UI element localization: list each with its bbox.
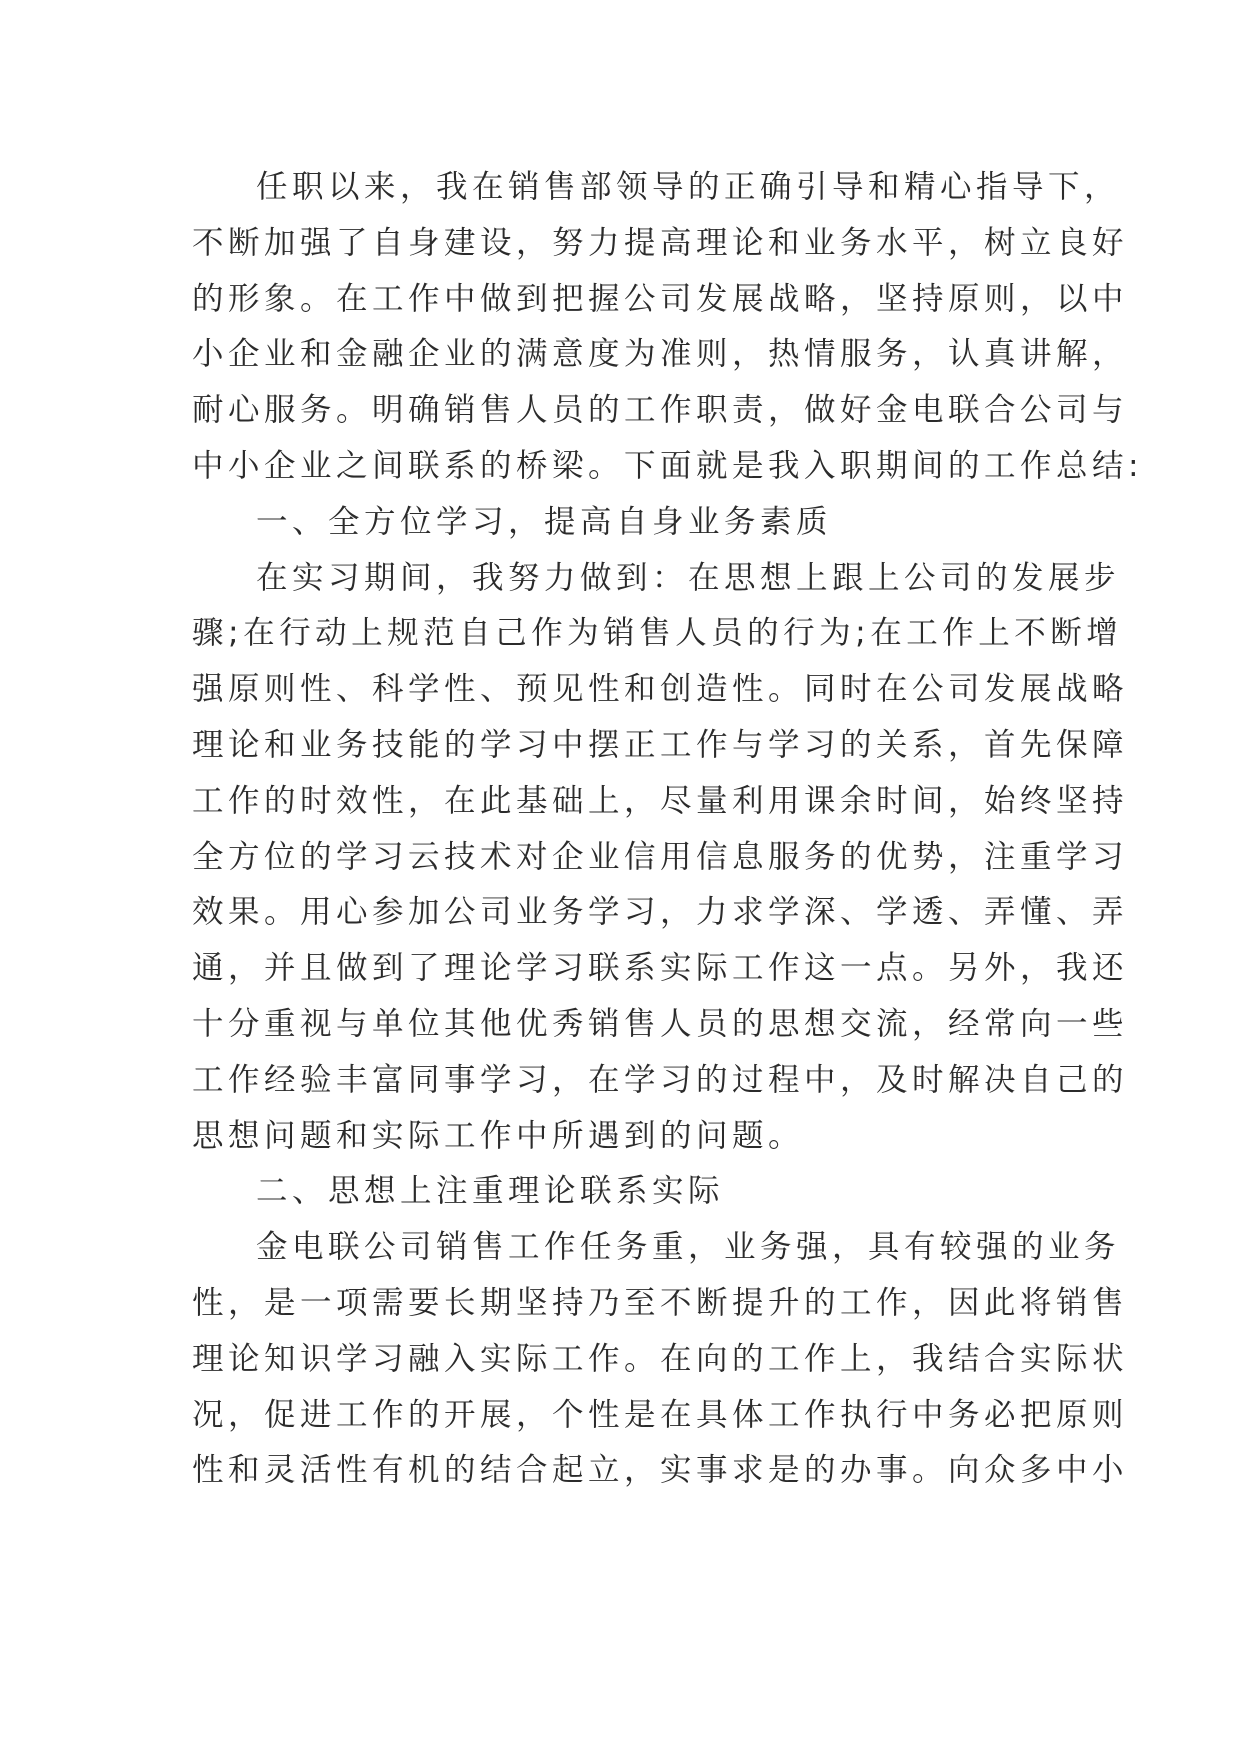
paragraph-2-line-9: 十分重视与单位其他优秀销售人员的思想交流，经常向一些 xyxy=(192,1005,1129,1042)
paragraph-2-line-8: 通，并且做到了理论学习联系实际工作这一点。另外，我还 xyxy=(192,950,1129,987)
paragraph-2-line-4: 理论和业务技能的学习中摆正工作与学习的关系，首先保障 xyxy=(192,726,1129,763)
paragraph-1-line-1: 任职以来，我在销售部领导的正确引导和精心指导下， xyxy=(256,169,1121,205)
paragraph-2-line-3: 强原则性、科学性、预见性和创造性。同时在公司发展战略 xyxy=(192,671,1129,708)
section-heading-2: 二、思想上注重理论联系实际 xyxy=(256,1173,725,1210)
paragraph-2-line-2: 骤;在行动上规范自己作为销售人员的行为;在工作上不断增 xyxy=(192,615,1123,652)
paragraph-3-line-5: 性和灵活性有机的结合起立，实事求是的办事。向众多中小 xyxy=(192,1452,1129,1489)
paragraph-3-line-4: 况，促进工作的开展，个性是在具体工作执行中务必把原则 xyxy=(192,1396,1129,1433)
paragraph-2-line-1: 在实习期间，我努力做到：在思想上跟上公司的发展步 xyxy=(256,559,1121,596)
paragraph-3-line-1: 金电联公司销售工作任务重，业务强，具有较强的业务 xyxy=(256,1229,1121,1266)
paragraph-2-line-6: 全方位的学习云技术对企业信用信息服务的优势，注重学习 xyxy=(192,838,1129,875)
paragraph-3-line-3: 理论知识学习融入实际工作。在向的工作上，我结合实际状 xyxy=(192,1340,1129,1377)
paragraph-1-line-5: 耐心服务。明确销售人员的工作职责，做好金电联合公司与 xyxy=(192,392,1129,429)
paragraph-2-line-10: 工作经验丰富同事学习，在学习的过程中，及时解决自己的 xyxy=(192,1061,1129,1098)
paragraph-1-line-2: 不断加强了自身建设，努力提高理论和业务水平，树立良好 xyxy=(192,224,1129,261)
paragraph-1-line-4: 小企业和金融企业的满意度为准则，热情服务，认真讲解， xyxy=(192,336,1129,373)
paragraph-2-line-7: 效果。用心参加公司业务学习，力求学深、学透、弄懂、弄 xyxy=(192,894,1129,931)
paragraph-1-line-6: 中小企业之间联系的桥梁。下面就是我入职期间的工作总结: xyxy=(192,447,1144,484)
section-heading-1: 一、全方位学习，提高自身业务素质 xyxy=(256,503,833,540)
paragraph-3-line-2: 性，是一项需要长期坚持乃至不断提升的工作，因此将销售 xyxy=(192,1284,1129,1321)
paragraph-2-line-11: 思想问题和实际工作中所遇到的问题。 xyxy=(192,1117,805,1154)
paragraph-2-line-5: 工作的时效性，在此基础上，尽量利用课余时间，始终坚持 xyxy=(192,782,1129,819)
paragraph-1-line-3: 的形象。在工作中做到把握公司发展战略，坚持原则，以中 xyxy=(192,280,1129,317)
document-body xyxy=(192,160,1144,1499)
